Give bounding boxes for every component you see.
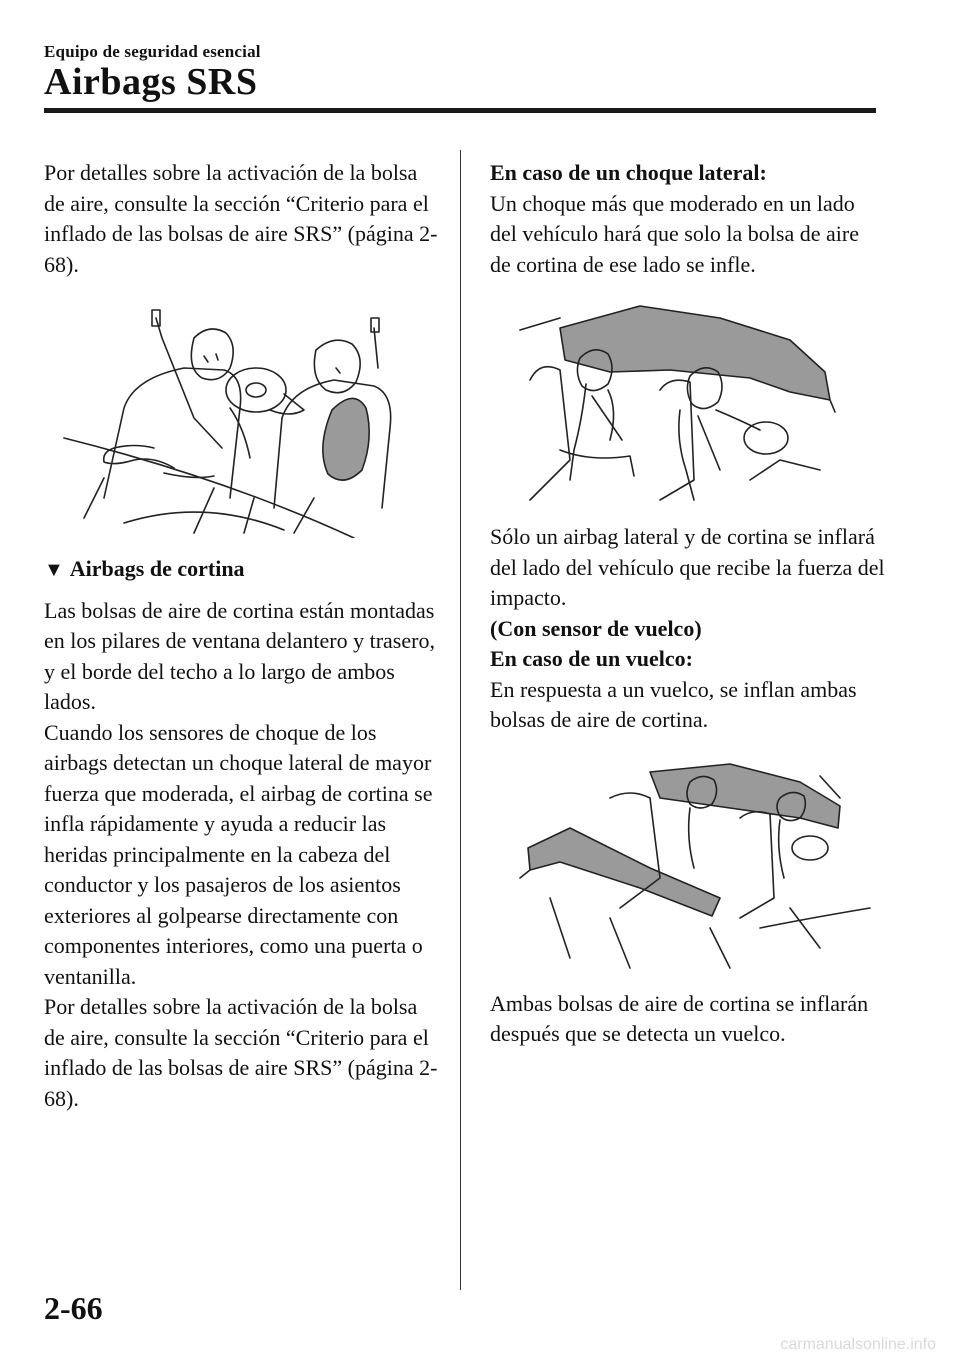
side-impact-heading: En caso de un choque lateral: [490, 160, 767, 185]
intro-paragraph: Por detalles sobre la activación de la bolsa de aire, consulte la sección “Criterio para el inflado de las bolsas de aire SRS” (página 2-68). [44, 160, 438, 277]
front-airbag-illustration [44, 298, 439, 538]
rollover-caption: Ambas bolsas de aire de cortina se inflarán después que se detecta un vuelco. [490, 990, 869, 1046]
rollover-curtain-airbag-illustration [490, 758, 885, 973]
rollover-sensor-label: (Con sensor de vuelco) [490, 615, 702, 641]
side-curtain-airbag-illustration [490, 300, 885, 510]
rollover-text: En respuesta a un vuelco, se inflan ambas bolsas de aire de cortina. [490, 676, 857, 732]
side-impact-caption: Sólo un airbag lateral y de cortina se inflará del lado del vehículo que recibe la fuerza del impacto. [490, 524, 885, 610]
title-rule [44, 108, 876, 113]
watermark: carmanualsonline.info [780, 1336, 936, 1353]
right-column [490, 158, 885, 1050]
rollover-heading: En caso de un vuelco: [490, 646, 693, 671]
triangle-marker-icon: ▼ [44, 559, 64, 581]
curtain-function-paragraph: Cuando los sensores de choque de los airbags detectan un choque lateral de mayor fuerza que moderada, el airbag de cortina se infla rápidamente y ayuda a reducir las heridas principalmente en la cabeza del conductor y los pasajeros de los asientos exteriores al golpearse directamente con componentes interiores, como una puerta o ventanilla. [44, 719, 433, 989]
left-column [44, 158, 439, 1114]
section-label: Equipo de seguridad esencial [44, 42, 261, 61]
side-impact-text: Un choque más que moderado en un lado del vehículo hará que solo la bolsa de aire de cortina de ese lado se infle. [490, 190, 859, 277]
column-divider [460, 150, 461, 1290]
page-title: Airbags SRS [44, 61, 258, 103]
curtain-airbag-heading [44, 554, 439, 586]
heading-text: Airbags de cortina [69, 556, 245, 581]
activation-reference-paragraph: Por detalles sobre la activación de la bolsa de aire, consulte la sección “Criterio para el inflado de las bolsas de aire SRS” (página 2-68). [44, 994, 438, 1111]
page-number: 2-66 [44, 1290, 103, 1326]
curtain-location-paragraph: Las bolsas de aire de cortina están montadas en los pilares de ventana delantero y trasero, y el borde del techo a lo largo de ambos lados. [44, 597, 435, 714]
